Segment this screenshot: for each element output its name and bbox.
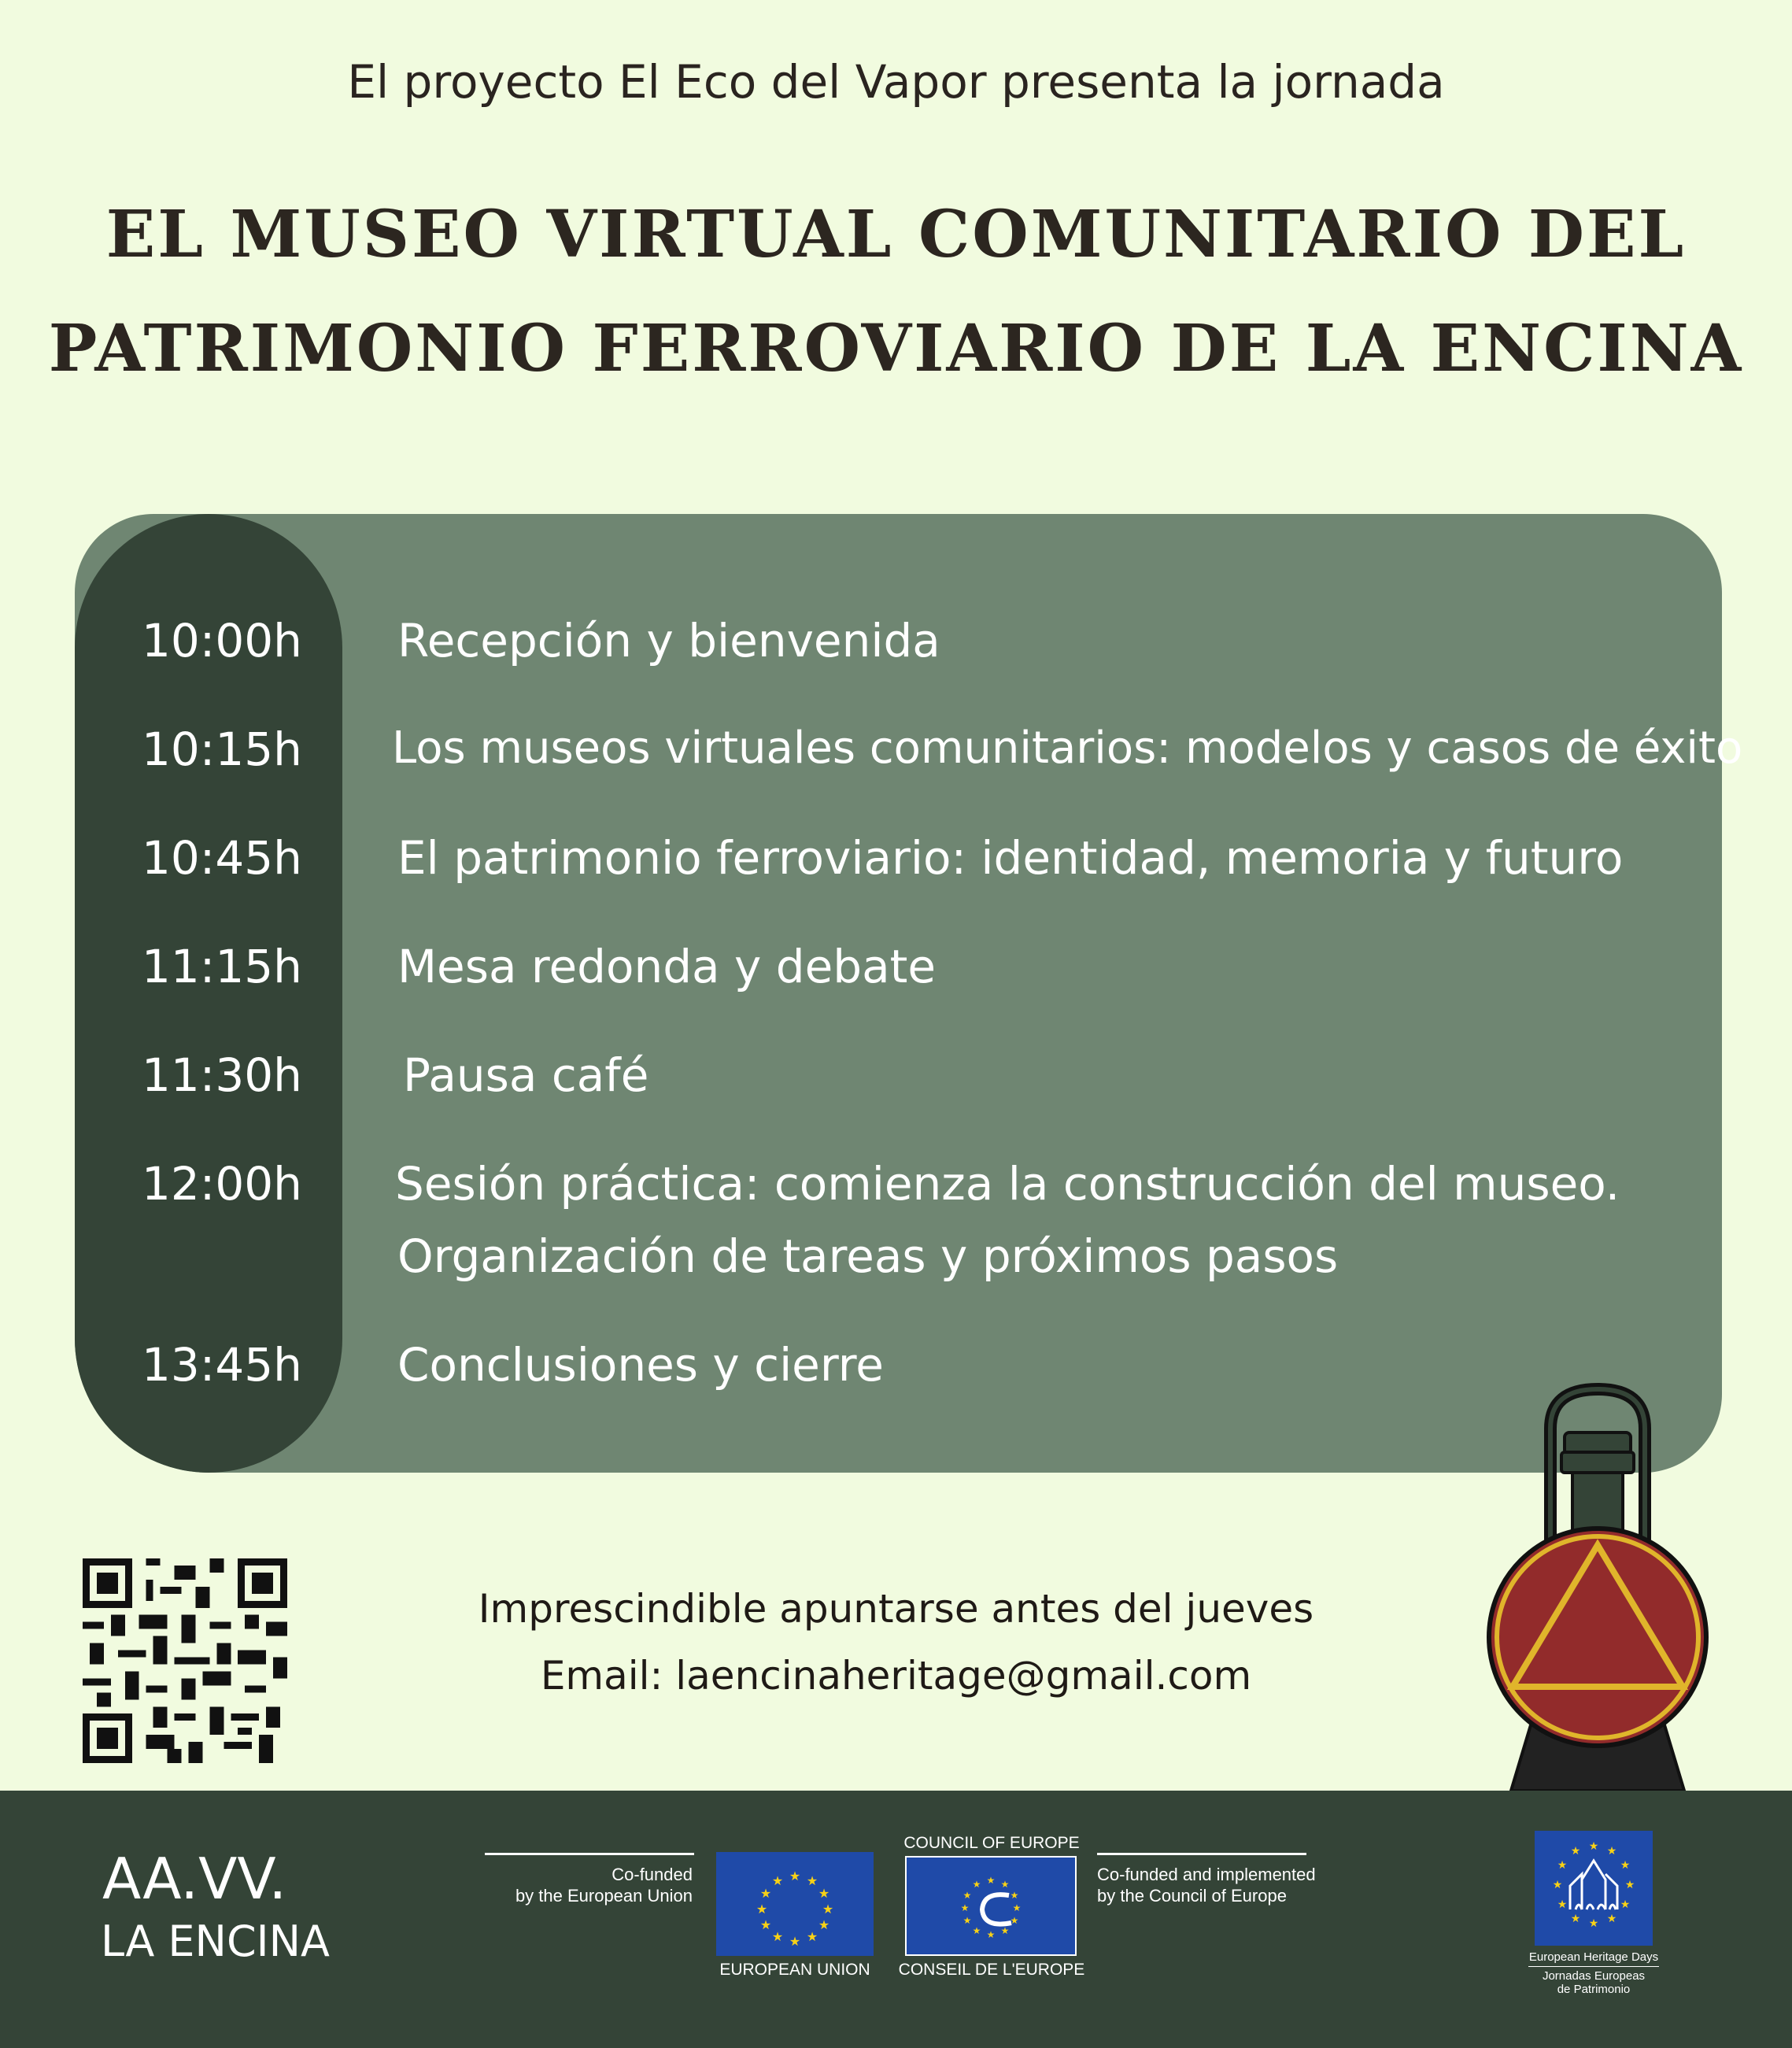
signup-email[interactable]: Email: laencinaheritage@gmail.com	[540, 1653, 1252, 1699]
schedule-item-3: El patrimonio ferroviario: identidad, memoria y futuro	[397, 831, 1624, 885]
schedule-item-6-line-2: Organización de tareas y próximos pasos	[397, 1229, 1339, 1283]
eu-cofunded-line-2: by the European Union	[515, 1886, 693, 1906]
svg-text:★: ★	[1606, 1913, 1617, 1925]
svg-text:★: ★	[756, 1902, 768, 1917]
svg-text:★: ★	[818, 1886, 830, 1901]
ehd-line-1: European Heritage Days	[1528, 1950, 1659, 1964]
ehd-divider	[1528, 1966, 1659, 1967]
svg-text:★: ★	[1010, 1915, 1019, 1926]
eu-caption: EUROPEAN UNION	[719, 1961, 870, 1979]
svg-text:★: ★	[963, 1915, 972, 1926]
schedule-item-1: Recepción y bienvenida	[397, 614, 940, 667]
european-heritage-days-logo-icon	[1535, 1831, 1653, 1946]
svg-text:★: ★	[963, 1890, 972, 1901]
signup-note: Imprescindible apuntarse antes del jueves	[478, 1586, 1314, 1632]
ehd-caption	[1520, 1950, 1667, 1996]
title-line-2: PATRIMONIO FERROVIARIO DE LA ENCINA	[48, 311, 1744, 386]
eu-cofunded-line-1: Co-funded	[611, 1865, 693, 1884]
svg-text:★: ★	[1620, 1898, 1631, 1911]
schedule-time-4: 11:15h	[142, 940, 302, 993]
svg-text:★: ★	[1000, 1879, 1010, 1890]
svg-text:★: ★	[771, 1873, 784, 1888]
intro-text: El proyecto El Eco del Vapor presenta la jornada	[347, 55, 1445, 109]
svg-text:★: ★	[1000, 1925, 1010, 1936]
council-of-europe-logo-icon	[905, 1856, 1077, 1956]
svg-text:★: ★	[1570, 1913, 1581, 1925]
svg-text:★: ★	[1606, 1845, 1617, 1858]
schedule-time-3: 10:45h	[142, 831, 302, 885]
coe-caption-bottom: CONSEIL DE L'EUROPE	[898, 1961, 1085, 1979]
svg-text:★: ★	[1570, 1845, 1581, 1858]
coe-cofunded-text	[1097, 1864, 1349, 1906]
svg-text:★: ★	[818, 1917, 830, 1932]
ehd-line-3: de Patrimonio	[1557, 1983, 1631, 1996]
svg-text:★: ★	[1557, 1898, 1568, 1911]
coe-cofunded-line-1: Co-funded and implemented	[1097, 1865, 1316, 1884]
svg-text:★: ★	[771, 1929, 784, 1944]
coe-rule	[1097, 1853, 1306, 1855]
svg-text:★: ★	[1012, 1902, 1022, 1913]
schedule-item-6: Sesión práctica: comienza la construcción del museo.	[395, 1157, 1620, 1211]
svg-text:★: ★	[972, 1925, 981, 1936]
schedule-item-4: Mesa redonda y debate	[397, 940, 937, 993]
eu-flag-icon	[716, 1852, 874, 1956]
svg-text:★: ★	[972, 1879, 981, 1890]
svg-text:★: ★	[986, 1929, 996, 1940]
schedule-time-7: 13:45h	[142, 1338, 302, 1392]
svg-text:★: ★	[1588, 1917, 1599, 1930]
schedule-item-5: Pausa café	[403, 1048, 649, 1102]
org-name-line-1: AA.VV.	[102, 1846, 287, 1912]
svg-text:★: ★	[789, 1934, 801, 1949]
schedule-time-5: 11:30h	[142, 1048, 302, 1102]
schedule-time-1: 10:00h	[142, 614, 302, 667]
schedule-item-2: Los museos virtuales comunitarios: modelos y casos de éxito	[392, 723, 1743, 774]
ehd-line-2: Jornadas Europeas	[1542, 1969, 1646, 1983]
svg-text:★: ★	[1588, 1840, 1599, 1853]
svg-text:★: ★	[806, 1873, 818, 1888]
eu-rule	[485, 1853, 694, 1855]
svg-text:★: ★	[1620, 1859, 1631, 1872]
schedule-time-2: 10:15h	[142, 723, 302, 776]
svg-text:★: ★	[986, 1875, 996, 1886]
svg-text:★: ★	[759, 1917, 772, 1932]
schedule-time-6: 12:00h	[142, 1157, 302, 1211]
svg-text:★: ★	[789, 1869, 801, 1883]
schedule-item-7: Conclusiones y cierre	[397, 1338, 884, 1392]
svg-text:★: ★	[822, 1902, 834, 1917]
coe-cofunded-line-2: by the Council of Europe	[1097, 1886, 1287, 1906]
railway-lantern-icon	[1480, 1373, 1716, 1798]
svg-text:★: ★	[960, 1902, 970, 1913]
svg-text:★: ★	[759, 1886, 772, 1901]
svg-text:★: ★	[1010, 1890, 1019, 1901]
svg-text:★: ★	[1557, 1859, 1568, 1872]
org-name-line-2: LA ENCINA	[101, 1917, 330, 1966]
coe-caption-top: COUNCIL OF EUROPE	[903, 1834, 1080, 1852]
svg-text:★: ★	[1552, 1879, 1563, 1891]
svg-text:★: ★	[1624, 1879, 1635, 1891]
svg-text:★: ★	[806, 1929, 818, 1944]
title-line-1: EL MUSEO VIRTUAL COMUNITARIO DEL	[105, 197, 1687, 272]
eu-cofunded-text	[472, 1864, 693, 1906]
